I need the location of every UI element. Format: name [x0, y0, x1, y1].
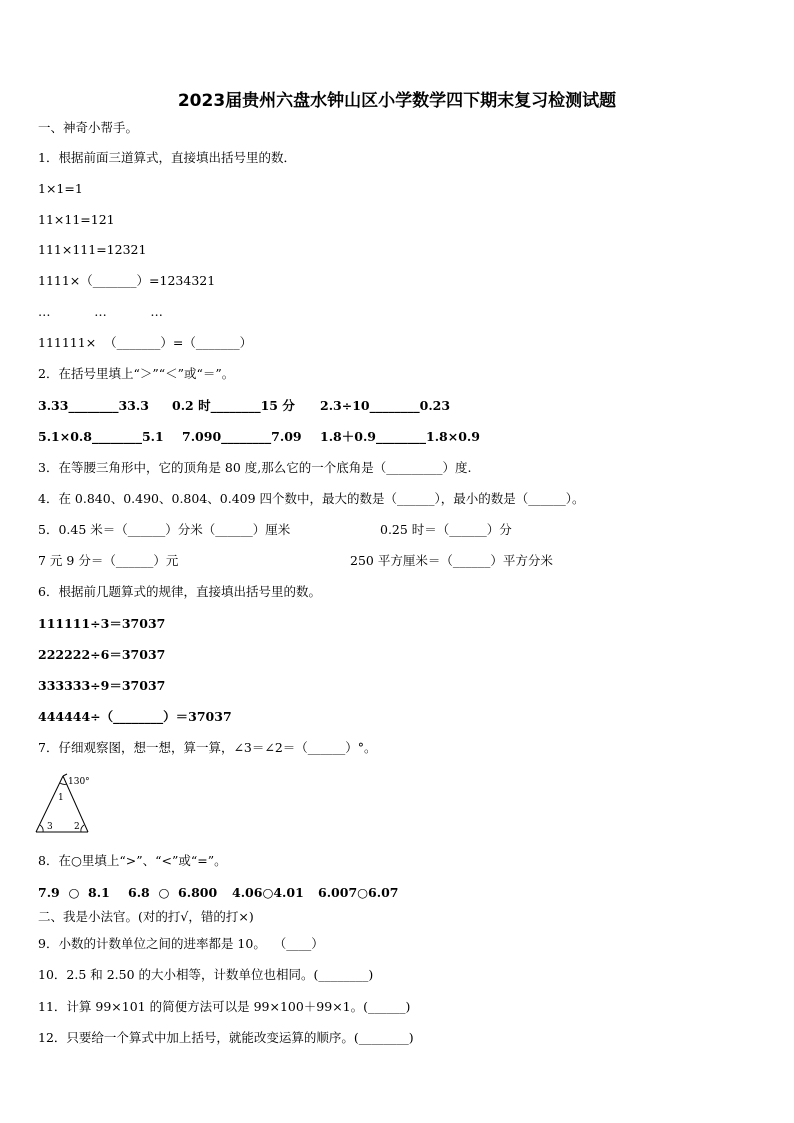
question-10: 10．2.5 和 2.50 的大小相等，计数单位也相同。(________) [38, 967, 374, 982]
q2-item: 0.2 时________15 分 [172, 398, 295, 413]
q5-item: 7 元 9 分＝（______）元 [38, 553, 179, 568]
angle-label: 130° [68, 777, 90, 787]
question-4: 4．在 0.840、0.490、0.804、0.409 四个数中，最大的数是（______），最小的数是（______）。 [38, 491, 585, 506]
question-6: 6．根据前几题算式的规律，直接填出括号里的数。 [38, 584, 321, 599]
q1-line: … … … [38, 304, 163, 319]
q1-line: 1111×（_______）=1234321 [38, 273, 216, 288]
q2-item: 1.8＋0.9________1.8×0.9 [320, 429, 480, 444]
q6-line: 333333÷9＝37037 [38, 678, 166, 693]
question-1: 1．根据前面三道算式，直接填出括号里的数． [38, 150, 296, 165]
q8-item: 7.9 ○ 8.1 [38, 885, 110, 900]
q2-item: 2.3÷10________0.23 [320, 398, 451, 413]
q6-line: 111111÷3＝37037 [38, 616, 166, 631]
q2-item: 7.090________7.09 [182, 429, 302, 444]
question-12: 12．只要给一个算式中加上括号，就能改变运算的顺序。(________) [38, 1030, 414, 1045]
q5-item: 250 平方厘米＝（______）平方分米 [350, 553, 553, 568]
section-heading-1: 一、神奇小帮手。 [38, 120, 139, 135]
q8-item: 6.8 ○ 6.800 [128, 885, 218, 900]
question-11: 11．计算 99×101 的简便方法可以是 99×100＋99×1。(______) [38, 999, 411, 1014]
angle-3-label: 3 [47, 822, 53, 832]
angle-2-label: 2 [74, 822, 80, 832]
question-8: 8．在○里填上“>”、“<”或“=”。 [38, 853, 227, 868]
triangle-figure [34, 772, 104, 836]
q2-item: 3.33________33.3 [38, 398, 149, 413]
q1-line: 111111× （_______）=（_______） [38, 335, 253, 350]
q8-item: 6.007○6.07 [318, 885, 399, 900]
q2-item: 5.1×0.8________5.1 [38, 429, 164, 444]
angle-1-label: 1 [58, 793, 64, 803]
page-title: 2023届贵州六盘水钟山区小学数学四下期末复习检测试题 [177, 91, 617, 111]
q1-line: 111×111=12321 [38, 242, 147, 257]
q8-item: 4.06○4.01 [232, 885, 304, 900]
question-7: 7．仔细观察图，想一想，算一算，∠3＝∠2＝（______）°。 [38, 740, 377, 755]
q6-line: 444444÷（________）＝37037 [38, 709, 232, 724]
question-3: 3．在等腰三角形中，它的顶角是 80 度,那么它的一个底角是（_________）度. [38, 460, 472, 475]
section-heading-2: 二、我是小法官。(对的打√，错的打×) [38, 909, 254, 924]
q6-line: 222222÷6＝37037 [38, 647, 166, 662]
question-9: 9．小数的计数单位之间的进率都是 10。 （____） [38, 936, 324, 951]
question-2: 2．在括号里填上“＞”“＜”或“＝”。 [38, 366, 235, 381]
q1-line: 11×11=121 [38, 212, 115, 227]
question-5: 5．0.45 米＝（______）分米（______）厘米 [38, 522, 291, 537]
q5-item: 0.25 时＝（______）分 [380, 522, 512, 537]
q1-line: 1×1=1 [38, 181, 83, 196]
